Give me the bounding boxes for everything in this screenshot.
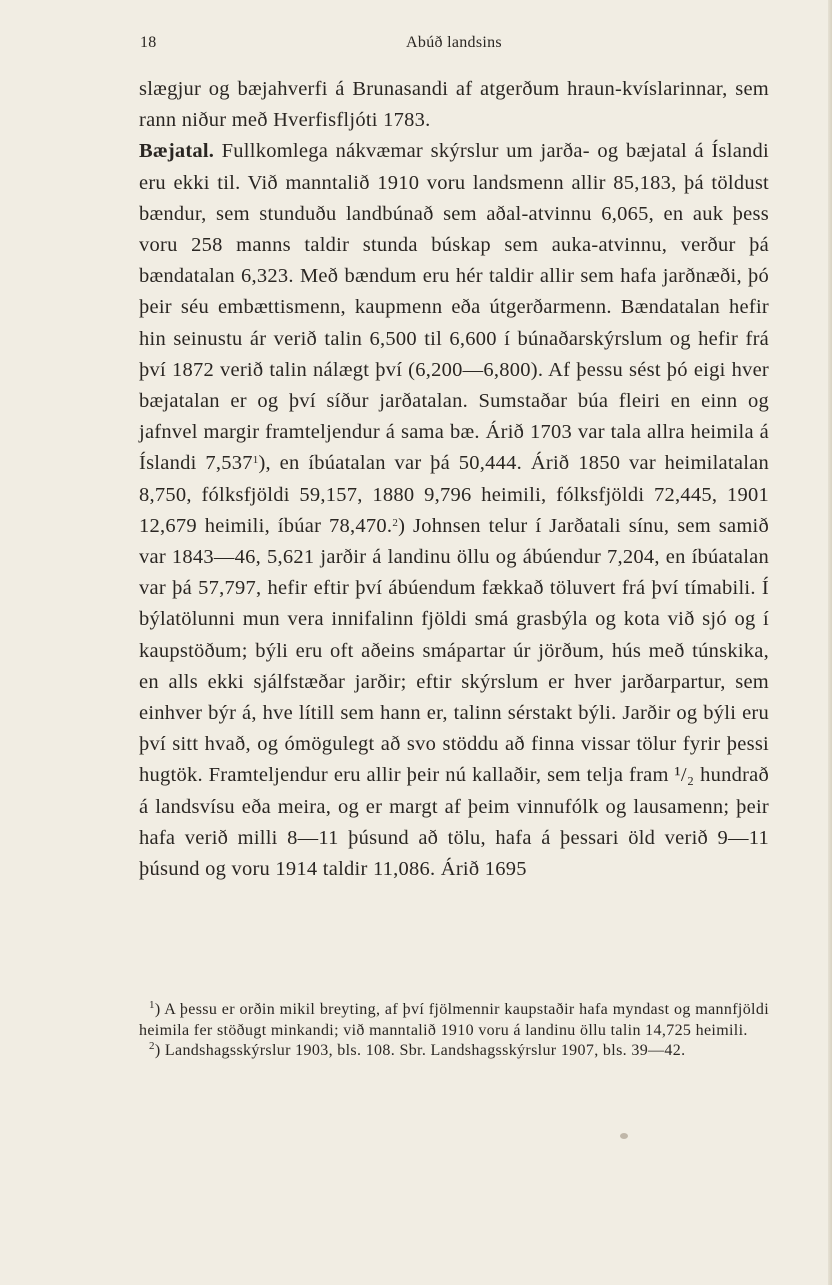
footnote-mark-1: 1 — [149, 999, 155, 1011]
footnote-ref-2: 2 — [392, 516, 399, 529]
section-lead: Bæjatal. — [139, 140, 215, 163]
running-head: Abúð landsins — [406, 34, 502, 51]
intro-text: slægjur og bæjahverfi á Brunasandi af atgerðum hraun-kvíslarinnar, sem rann niður með Hverfisfljóti 1783. — [139, 78, 769, 132]
footnote-2 — [139, 1041, 769, 1062]
paragraph-text-4: hundrað á landsvísu eða meira, og er margt af þeim vinnufólk og lausamenn; þeir hafa verið milli 8—11 þúsund að tölu, hafa á þessari öld verið 9—11 þúsund og voru 1914 taldir 11,086. Árið 1695 — [139, 764, 769, 881]
body-text — [139, 74, 769, 885]
fraction: ¹/₂ — [674, 764, 695, 787]
paragraph-text-1: Fullkomlega nákvæmar skýrslur um jarða- og bæjatal á Íslandi eru ekki til. Við manntalið 1910 voru landsmenn allir 85,183, þá töldust bændur, sem stunduðu landbúnað sem aðal-atvinnu 6,065, en auk þess voru 258 manns taldir stunda búskap sem auka-atvinnu, verður þá bændatalan 6,323. Með bændum eru hér taldir allir sem hafa jarðnæði, þó þeir séu embættismenn, kaupmenn eða útgerðarmenn. Bændatalan hefir hin seinustu ár verið talin 6,500 til 6,600 í búnaðarskýrslum og hefir frá því 1872 verið talin nálægt því (6,200—6,800). Af þessu sést þó eigi hver bæjatalan er og því síður jarðatalan. Sumstaðar búa fleiri en einn og jafnvel margir framteljendur á sama bæ. Árið 1703 var tala allra heimila á Íslandi 7,537 — [139, 140, 769, 475]
footnote-1 — [139, 1000, 769, 1041]
page-header — [140, 34, 768, 58]
paragraph-baejatal — [139, 136, 769, 885]
ink-smudge — [620, 1133, 628, 1139]
paragraph-intro — [139, 74, 769, 136]
footnote-text-2: ) Landshagsskýrslur 1903, bls. 108. Sbr. Landshagsskýrslur 1907, bls. 39—42. — [154, 1042, 686, 1059]
footnote-ref-1: 1 — [252, 454, 259, 467]
footnotes — [139, 1000, 769, 1062]
footnote-text-1: ) A þessu er orðin mikil breyting, af því fjölmennir kaupstaðir hafa myndast og mannfjöldi heimila fer stöðugt minkandi; við manntalið 1910 voru á landinu öllu talin 14,725 heimili. — [139, 1001, 769, 1039]
page-edge — [828, 0, 832, 1285]
footnote-mark-2: 2 — [149, 1040, 155, 1052]
paragraph-text-2: ), en íbúatalan var þá 50,444. Árið 1850 var heimilatalan 8,750, fólksfjöldi 59,157, 1880 9,796 heimili, fólksfjöldi 72,445, 1901 12,679 heimili, íbúar 78,470. — [139, 452, 769, 537]
page-number: 18 — [140, 34, 157, 51]
paragraph-text-3: ) Johnsen telur í Jarðatali sínu, sem samið var 1843—46, 5,621 jarðir á landinu öllu og ábúendur 7,204, en íbúatalan var þá 57,797, hefir eftir því ábúendum fækkað töluvert frá því tímabili. Í býlatölunni mun vera innifalinn fjöldi smá grasbýla og kota við sjó og í kaupstöðum; býli eru oft aðeins smápartar úr jörðum, hús með túnskika, en alls ekki sjálfstæðar jarðir; eftir skýrslum er hver jarðarpartur, sem einhver býr á, hve lítill sem hann er, talinn sérstakt býli. Jarðir og býli eru því sitt hvað, og ómögulegt að svo stöddu að finna vissar tölur fyrir þessi hugtök. Framteljendur eru allir þeir nú kallaðir, sem telja fram — [139, 514, 770, 787]
